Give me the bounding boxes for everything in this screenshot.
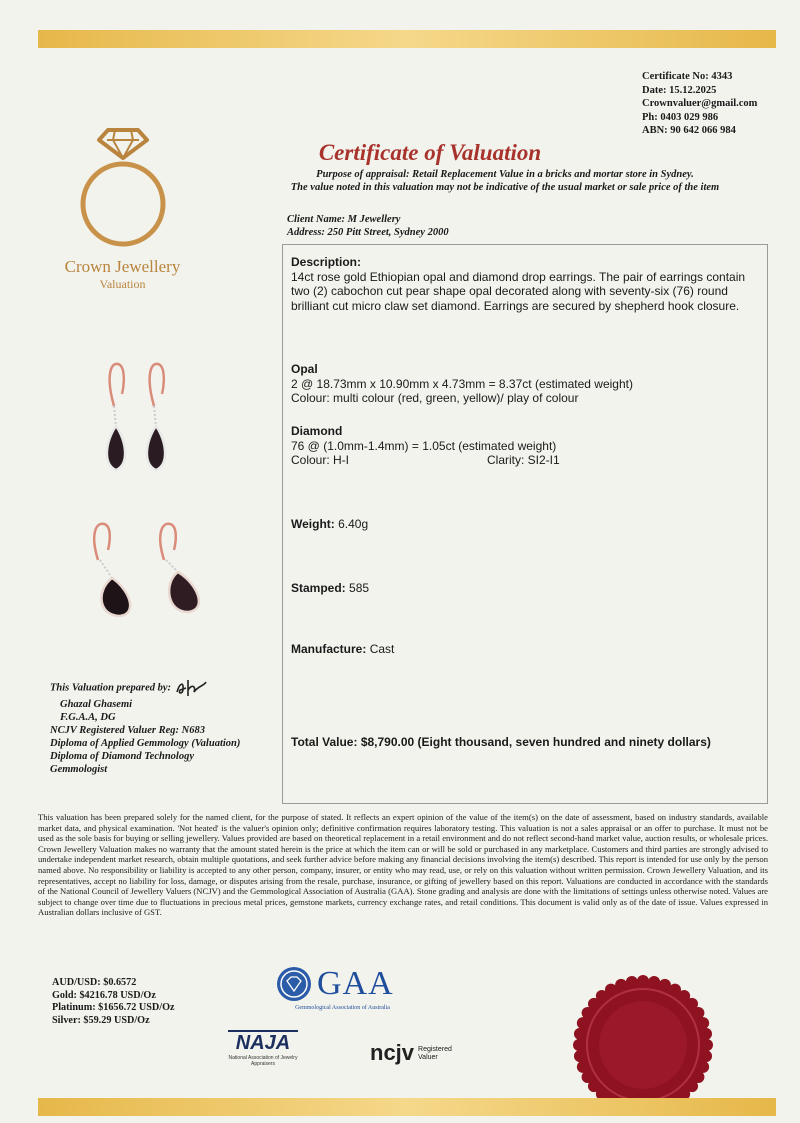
- gaa-logo: [275, 965, 410, 1011]
- valuation-details-box: [282, 244, 768, 804]
- purpose-line-2: The value noted in this valuation may not be indicative of the usual market or sale price of the item: [290, 182, 720, 193]
- gaa-subtitle: Gemmological Association of Australia: [295, 1005, 390, 1011]
- client-address: Address: 250 Pitt Street, Sydney 2000: [287, 227, 449, 238]
- weight-row: [291, 517, 757, 532]
- naja-text: NAJA: [228, 1030, 298, 1055]
- client-name: Client Name: M Jewellery: [287, 214, 401, 225]
- preparer-diploma-1: Diploma of Applied Gemmology (Valuation): [50, 738, 241, 749]
- diamond-heading: Diamond: [291, 424, 343, 438]
- prepared-by-label: This Valuation prepared by:: [50, 682, 172, 694]
- contact-phone: Ph: 0403 029 986: [642, 111, 719, 123]
- ncjv-logo: [370, 1040, 490, 1066]
- description-section: [291, 255, 757, 313]
- naja-subtitle: National Association of Jewelry Appraisers: [228, 1055, 298, 1067]
- naja-logo: [228, 1030, 298, 1067]
- manufacture-label: Manufacture:: [291, 642, 367, 656]
- earrings-photo-front: [88, 358, 198, 488]
- earrings-photo-angle: [68, 520, 228, 630]
- rate-platinum: Platinum: $1656.72 USD/Oz: [52, 1002, 175, 1013]
- rate-silver: Silver: $59.29 USD/Oz: [52, 1014, 150, 1026]
- description-heading: Description:: [291, 255, 362, 269]
- brand-name: Crown Jewellery: [64, 257, 181, 276]
- description-text: 14ct rose gold Ethiopian opal and diamond drop earrings. The pair of earrings contain two (2) cabochon cut pear shape opal decorated along with seventy-six (76) round brilliant cut micro claw set diamond. Earrings are secured by shepherd hook closure.: [291, 269, 746, 313]
- manufacture-value: Cast: [369, 642, 395, 656]
- ncjv-valuer: Valuer: [418, 1054, 438, 1061]
- preparer-registration: NCJV Registered Valuer Reg: N683: [50, 725, 205, 736]
- abn-number: ABN: 90 642 066 984: [642, 125, 736, 136]
- weight-label: Weight:: [291, 517, 335, 531]
- rate-gold: Gold: $4216.78 USD/Oz: [52, 989, 156, 1001]
- opal-measure: 2 @ 18.73mm x 10.90mm x 4.73mm = 8.37ct (estimated weight): [291, 376, 633, 391]
- contact-email[interactable]: Crownvaluer@gmail.com: [642, 98, 758, 109]
- preparer-role: Gemmologist: [50, 764, 108, 775]
- red-wax-seal-icon: [563, 975, 723, 1115]
- purpose-line-1: Purpose of appraisal: Retail Replacement Value in a bricks and mortar store in Sydney.: [316, 169, 694, 180]
- diamond-measure: 76 @ (1.0mm-1.4mm) = 1.05ct (estimated weight): [291, 438, 557, 453]
- total-value-amount: $8,790.00 (Eight thousand, seven hundred and ninety dollars): [360, 735, 711, 749]
- disclaimer-text: This valuation has been prepared solely for the named client, for the purpose of stated. It reflects an expert opinion of the value of the item(s) on the date of assessment, based on industry standards, available market data, and physical examination. 'Not heated' is the valuer's opinion only; definitive confirmation requires laboratory testing. This valuation is not a sales appraisal or an offer to purchase. It must not be used as the sole basis for buying or selling jewellery. Values provided are based on theoretical replacement in a retail environment and do not reflect second-hand market value, auction results, or wholesale prices. Crown Jewellery Valuation makes no warranty that the amount stated herein is the price at which the item can or will be sold or purchased in any marketplace. Customers and third parties are strongly advised to undertake independent market research, obtain multiple quotations, and seek further advice before making any financial decisions involving the item(s) described. This report is intended for use only by the person named above. No responsibility or liability is accepted to any other person, company, insurer, or entity who may read, use, or rely on this valuation without written permission. Crown Jewellery Valuation, and its representatives, accept no liability for loss, damage, or disputes arising from the resale, purchase, insurance, or gifting of jewellery based on this report. Valuations are conducted in accordance with the standards of the National Council of Jewellery Valuers (NCJV) and the Gemmological Association of Australia (GAA). Stone grading and analysis are done with the limitations of settings unless otherwise noted. Values are subject to change over time due to fluctuations in precious metal prices, gemstone markets, currency exchange rates, and retail conditions. This document is valid only as of the date of issue. Values expressed in Australian dollars inclusive of GST.: [38, 812, 768, 918]
- preparer-name: Ghazal Ghasemi: [60, 699, 133, 710]
- diamond-clarity: Clarity: SI2-I1: [487, 453, 560, 467]
- top-gold-bar: [38, 30, 776, 48]
- ncjv-text: ncjv: [370, 1040, 415, 1065]
- market-rates: [52, 977, 175, 1027]
- diamond-section: [291, 424, 757, 468]
- gaa-text: GAA: [317, 965, 394, 1002]
- brand-subtitle: Valuation: [99, 277, 146, 291]
- rate-aud-usd: AUD/USD: $0.6572: [52, 977, 137, 988]
- purpose-of-appraisal: [235, 168, 775, 194]
- ncjv-registered: Registered: [418, 1046, 452, 1053]
- certificate-date: Date: 15.12.2025: [642, 84, 717, 96]
- page-title: Certificate of Valuation: [318, 140, 542, 165]
- preparer-credentials: F.G.A.A, DG: [60, 712, 116, 723]
- bottom-gold-bar: [38, 1098, 776, 1116]
- opal-heading: Opal: [291, 362, 318, 376]
- brand-logo: [30, 118, 215, 292]
- manufacture-row: [291, 642, 757, 657]
- stamped-row: [291, 581, 757, 596]
- total-value-label: Total Value:: [291, 735, 358, 749]
- opal-colour: Colour: multi colour (red, green, yellow)/ play of colour: [291, 391, 579, 405]
- signature-icon: [174, 678, 208, 698]
- ring-diamond-icon: [73, 118, 173, 250]
- diamond-colour: Colour: H-I: [291, 453, 350, 467]
- gaa-diamond-icon: [275, 965, 313, 1003]
- preparer-block: [50, 678, 240, 776]
- stamped-label: Stamped:: [291, 581, 346, 595]
- certificate-number: Certificate No: 4343: [642, 71, 733, 82]
- stamped-value: 585: [349, 581, 370, 595]
- weight-value: 6.40g: [338, 517, 369, 531]
- client-details: [287, 213, 449, 239]
- opal-section: [291, 362, 757, 406]
- certificate-info: [642, 70, 757, 138]
- total-value-row: [291, 735, 757, 750]
- preparer-diploma-2: Diploma of Diamond Technology: [50, 751, 194, 762]
